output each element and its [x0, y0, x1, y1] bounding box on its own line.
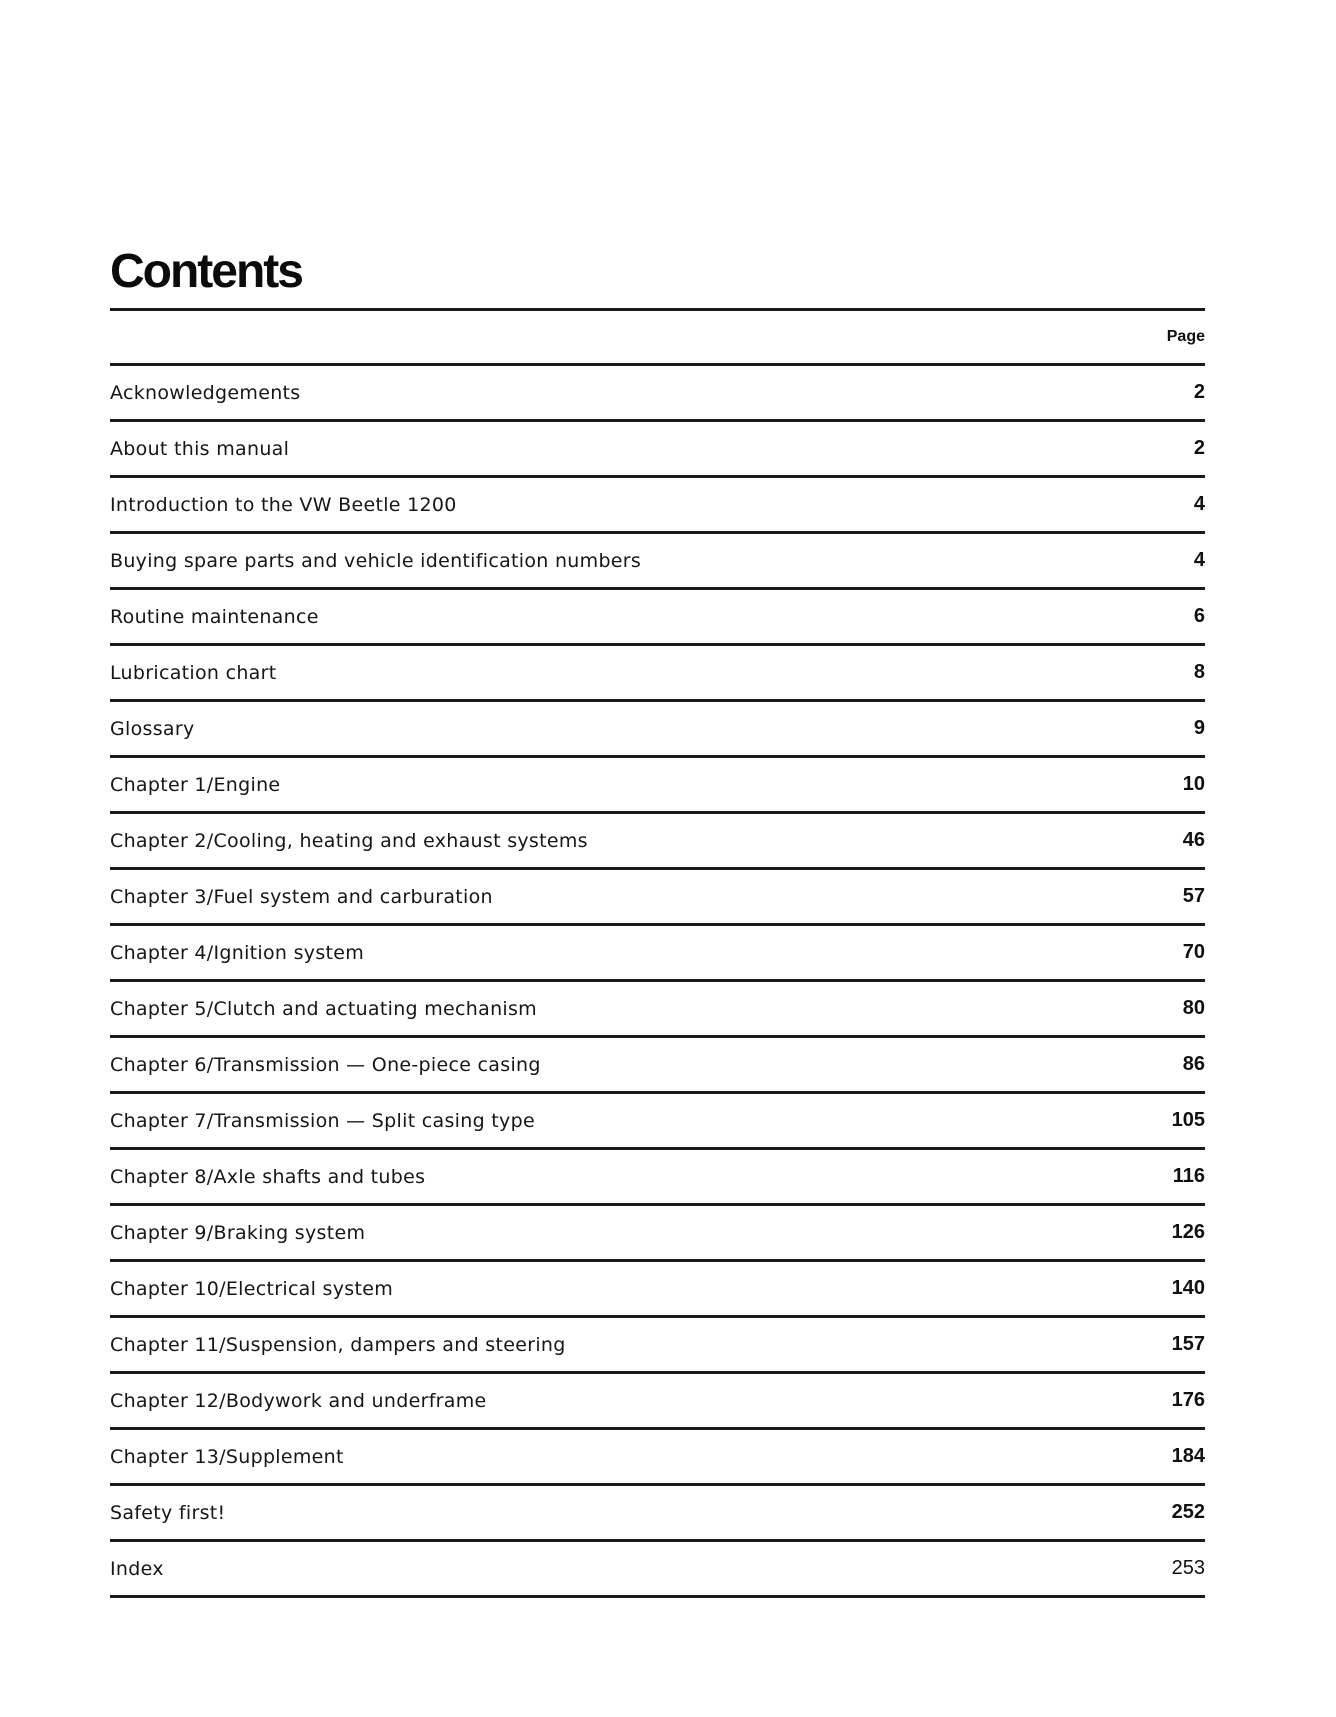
toc-entry[interactable]: [110, 1542, 1205, 1598]
toc-entry[interactable]: [110, 1318, 1205, 1374]
toc-entry-page: 80: [1182, 997, 1205, 1019]
toc-entry-page: 105: [1171, 1109, 1205, 1131]
toc-entry-page: 2: [1193, 437, 1205, 459]
toc-entry[interactable]: [110, 646, 1205, 702]
toc-entry[interactable]: [110, 478, 1205, 534]
toc-entry[interactable]: [110, 870, 1205, 926]
toc-entry-page: 4: [1193, 493, 1205, 515]
toc-entry[interactable]: [110, 702, 1205, 758]
page-column-label: Page: [1166, 328, 1205, 345]
toc-entry-title: Introduction to the VW Beetle 1200: [110, 493, 457, 516]
toc-entry-title: Chapter 6/Transmission — One-piece casing: [110, 1053, 541, 1076]
toc-entry-title: Acknowledgements: [110, 381, 301, 404]
toc-entry-title: Chapter 12/Bodywork and underframe: [110, 1389, 487, 1412]
toc-entry[interactable]: [110, 814, 1205, 870]
toc-entry[interactable]: [110, 1374, 1205, 1430]
toc-entry-title: Lubrication chart: [110, 661, 277, 684]
toc-entry-page: 126: [1171, 1221, 1205, 1243]
toc-entry-page: 46: [1182, 829, 1205, 851]
toc-entry-page: 2: [1193, 381, 1205, 403]
toc-entry[interactable]: [110, 534, 1205, 590]
toc-entry-title: Glossary: [110, 717, 195, 740]
toc-entry-title: Chapter 3/Fuel system and carburation: [110, 885, 493, 908]
toc-entry-page: 8: [1193, 661, 1205, 683]
toc-entry-page: 70: [1182, 941, 1205, 963]
toc-entry[interactable]: [110, 1038, 1205, 1094]
toc-entry-page: 57: [1182, 885, 1205, 907]
toc-entry-title: Index: [110, 1557, 164, 1580]
toc-entry[interactable]: [110, 926, 1205, 982]
contents-page: [110, 245, 1205, 1598]
toc-entry[interactable]: [110, 1262, 1205, 1318]
toc-entry[interactable]: [110, 1430, 1205, 1486]
toc-entry-page: 4: [1193, 549, 1205, 571]
toc-entry[interactable]: [110, 1486, 1205, 1542]
toc-entry-title: About this manual: [110, 437, 290, 460]
toc-entry-page: 140: [1171, 1277, 1205, 1299]
toc-entry[interactable]: [110, 1206, 1205, 1262]
toc-entry-page: 184: [1171, 1445, 1205, 1467]
toc-list: [110, 366, 1205, 1598]
toc-entry[interactable]: [110, 758, 1205, 814]
toc-entry-title: Chapter 1/Engine: [110, 773, 281, 796]
toc-entry-page: 86: [1182, 1053, 1205, 1075]
toc-entry[interactable]: [110, 366, 1205, 422]
toc-entry-page: 157: [1171, 1333, 1205, 1355]
toc-entry[interactable]: [110, 982, 1205, 1038]
toc-entry-title: Chapter 11/Suspension, dampers and steering: [110, 1333, 566, 1356]
toc-entry-title: Buying spare parts and vehicle identification numbers: [110, 549, 642, 572]
toc-entry-title: Chapter 7/Transmission — Split casing type: [110, 1109, 535, 1132]
page-column-header: [110, 311, 1205, 363]
toc-entry-page: 6: [1193, 605, 1205, 627]
toc-entry[interactable]: [110, 422, 1205, 478]
toc-entry-page: 9: [1193, 717, 1205, 739]
toc-entry-title: Chapter 8/Axle shafts and tubes: [110, 1165, 426, 1188]
toc-entry-page: 10: [1182, 773, 1205, 795]
toc-entry-title: Chapter 9/Braking system: [110, 1221, 366, 1244]
toc-entry-title: Chapter 2/Cooling, heating and exhaust systems: [110, 829, 588, 852]
page-title: Contents: [110, 245, 302, 298]
toc-entry-title: Safety first!: [110, 1501, 226, 1524]
toc-entry-title: Routine maintenance: [110, 605, 319, 628]
toc-entry-page: 252: [1171, 1501, 1205, 1523]
toc-entry-title: Chapter 10/Electrical system: [110, 1277, 394, 1300]
toc-entry-page: 176: [1171, 1389, 1205, 1411]
toc-entry-title: Chapter 5/Clutch and actuating mechanism: [110, 997, 537, 1020]
toc-entry-page: 116: [1172, 1165, 1205, 1187]
toc-entry-title: Chapter 13/Supplement: [110, 1445, 344, 1468]
toc-entry-page: 253: [1171, 1557, 1205, 1579]
toc-entry[interactable]: [110, 1150, 1205, 1206]
toc-entry[interactable]: [110, 590, 1205, 646]
toc-entry[interactable]: [110, 1094, 1205, 1150]
toc-entry-title: Chapter 4/Ignition system: [110, 941, 365, 964]
